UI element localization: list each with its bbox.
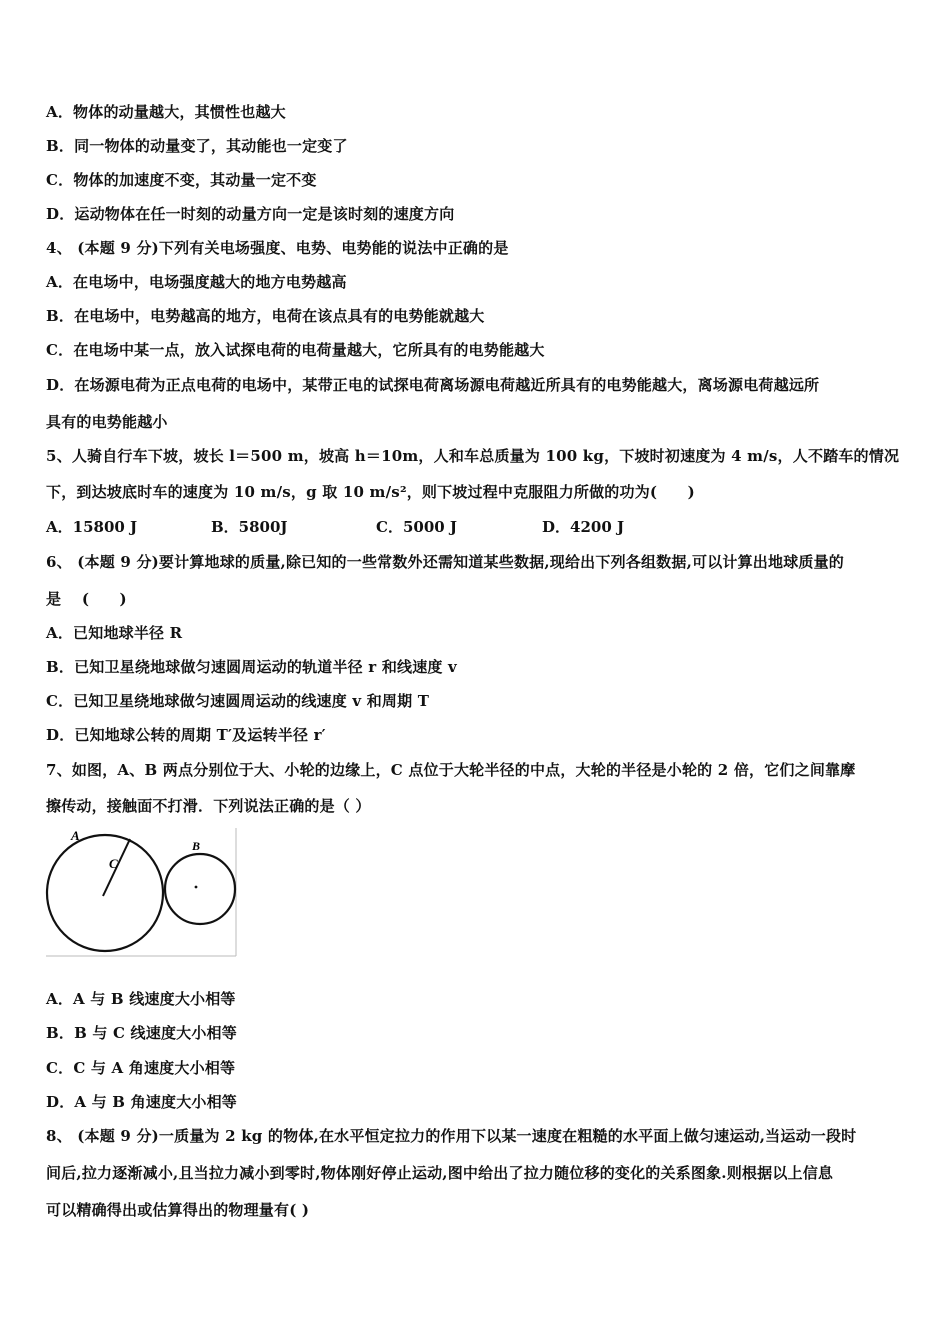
q6-option-d: D．已知地球公转的周期 T′及运转半径 r′ [46, 726, 326, 744]
q5-option-b: B．5800J [211, 518, 288, 536]
small-wheel-center [195, 886, 198, 889]
q5-stem-line2: 下，到达坡底时车的速度为 10 m/s，g 取 10 m/s²，则下坡过程中克服阻力所做的功为( ) [46, 483, 695, 501]
q7-stem-line1: 7、如图，A、B 两点分别位于大、小轮的边缘上，C 点位于大轮半径的中点，大轮的半径是小轮的 2 倍，它们之间靠摩 [46, 761, 856, 779]
q7-option-c: C．C 与 A 角速度大小相等 [46, 1059, 236, 1077]
q6-option-c: C．已知卫星绕地球做匀速圆周运动的线速度 v 和周期 T [46, 692, 430, 710]
q3-option-a: A．物体的动量越大，其惯性也越大 [46, 103, 286, 121]
q7-option-d: D．A 与 B 角速度大小相等 [46, 1093, 237, 1111]
q4-option-b: B．在电场中，电势越高的地方，电荷在该点具有的电势能就越大 [46, 307, 485, 325]
q7-option-b: B．B 与 C 线速度大小相等 [46, 1024, 237, 1042]
q8-stem-line1: 8、 (本题 9 分)一质量为 2 kg 的物体,在水平恒定拉力的作用下以某一速度在粗糙的水平面上做匀速运动,当运动一段时 [46, 1127, 857, 1145]
q6-stem-line2: 是 ( ) [46, 590, 127, 608]
label-b: B [192, 839, 201, 853]
q5-option-c: C．5000 J [376, 518, 458, 536]
label-a: A [71, 828, 80, 843]
label-c: C [109, 856, 118, 871]
q5-options-row [46, 517, 906, 537]
q4-option-d-continued: 具有的电势能越小 [46, 413, 168, 431]
q4-option-a: A．在电场中，电场强度越大的地方电势越高 [46, 273, 347, 291]
q5-option-d: D．4200 J [542, 518, 625, 536]
q6-stem-line1: 6、 (本题 9 分)要计算地球的质量,除已知的一些常数外还需知道某些数据,现给出下列各组数据,可以计算出地球质量的 [46, 553, 845, 571]
q7-stem-line2: 擦传动，接触面不打滑．下列说法正确的是（ ） [46, 797, 371, 815]
q5-option-a: A．15800 J [46, 518, 138, 536]
small-wheel [165, 854, 235, 924]
q4-stem: 4、 (本题 9 分)下列有关电场强度、电势、电势能的说法中正确的是 [46, 239, 509, 257]
q8-stem-line3: 可以精确得出或估算得出的物理量有( ) [46, 1201, 310, 1219]
q6-option-a: A．已知地球半径 R [46, 624, 183, 642]
q5-stem-line1: 5、人骑自行车下坡，坡长 l＝500 m，坡高 h＝10m，人和车总质量为 100 kg，下坡时初速度为 4 m/s，人不踏车的情况 [46, 447, 900, 465]
q3-option-b: B．同一物体的动量变了，其动能也一定变了 [46, 137, 348, 155]
q8-stem-line2: 间后,拉力逐渐减小,且当拉力减小到零时,物体刚好停止运动,图中给出了拉力随位移的变化的关系图象.则根据以上信息 [46, 1164, 834, 1182]
q3-option-c: C．物体的加速度不变，其动量一定不变 [46, 171, 317, 189]
q6-option-b: B．已知卫星绕地球做匀速圆周运动的轨道半径 r 和线速度 v [46, 658, 457, 676]
pulley-figure [44, 826, 238, 958]
q7-option-a: A．A 与 B 线速度大小相等 [46, 990, 236, 1008]
q4-option-d: D．在场源电荷为正点电荷的电场中，某带正电的试探电荷离场源电荷越近所具有的电势能越大，离场源电荷越远所 [46, 376, 820, 394]
q3-option-d: D．运动物体在任一时刻的动量方向一定是该时刻的速度方向 [46, 205, 455, 223]
q4-option-c: C．在电场中某一点，放入试探电荷的电荷量越大，它所具有的电势能越大 [46, 341, 545, 359]
